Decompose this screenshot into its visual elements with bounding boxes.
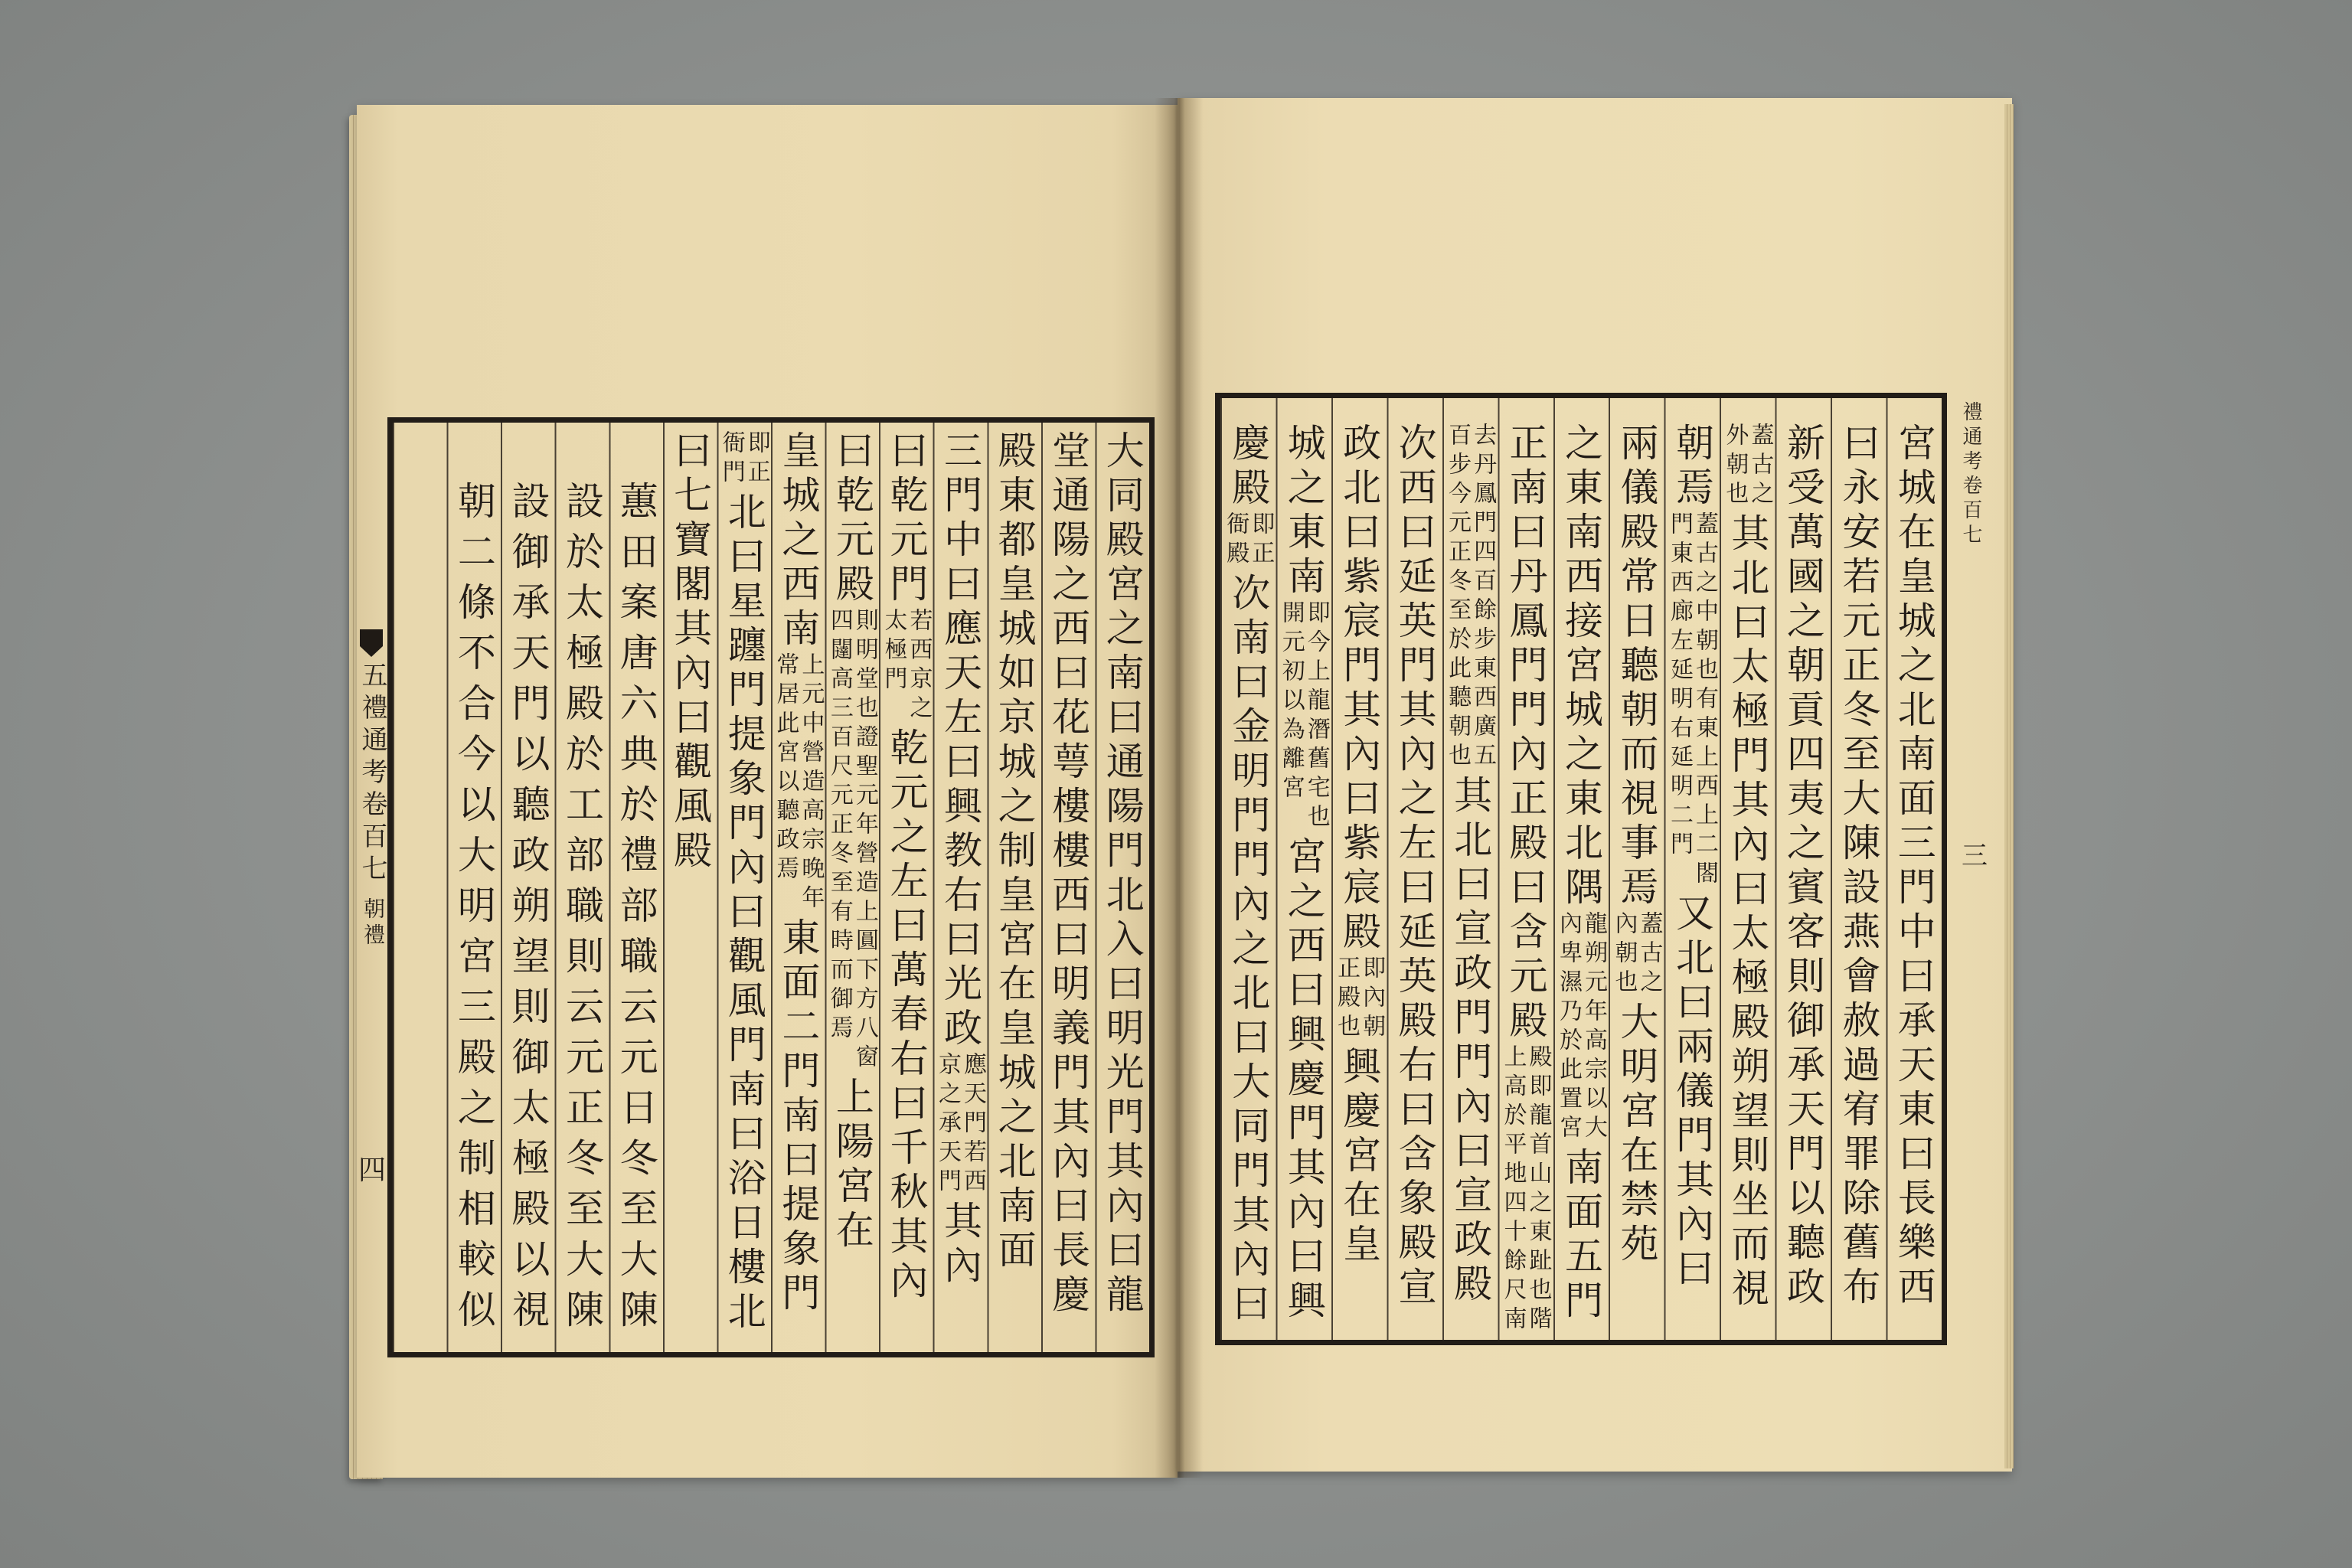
main-text: 北曰星躔門提象門內曰觀風門南曰浴日樓北 [721,492,766,1335]
main-text: 興慶宮在皇 [1337,1046,1382,1268]
main-text: 大同殿宮之南曰通陽門北入曰明光門其內曰龍 [1099,430,1145,1318]
interlinear-note: 上元中營造高宗晚年常居此宮以聽政焉 [772,652,825,914]
main-text: 東面二門南曰提象門 [776,917,821,1317]
main-text: 上陽宮在 [829,1076,874,1254]
interlinear-note: 去丹鳳門四百餘步東西廣五百步今元正冬至於此聽朝也 [1444,423,1497,772]
interlinear-note: 蓋古之外朝也 [1721,423,1774,510]
text-column [987,430,1041,1274]
right-page-margin [1951,398,1997,888]
text-column [1387,423,1442,1311]
folio-number: 四 [358,1155,387,1186]
main-text: 次南曰金明門門內之北曰大同門其內曰 [1226,573,1271,1328]
text-column [1609,423,1664,1268]
margin-book-title: 禮通考卷百七 [1959,401,1982,548]
main-text: 正南曰丹鳳門門內正殿曰含元殿 [1503,423,1548,1044]
text-column [717,430,771,1335]
main-text: 城之東南 [1281,423,1326,600]
commentary-text: 蕙田案唐六典於禮部職云元日冬至大陳 [613,481,658,1340]
text-column [1664,423,1720,1292]
text-column [1095,430,1149,1318]
commentary-text: 設御承天門以聽政朔望則御太極殿以視 [505,481,550,1340]
main-text: 南面五門 [1559,1147,1604,1325]
text-column [447,430,501,1340]
main-text: 又北曰兩儀門其內曰 [1669,893,1714,1292]
text-column [825,430,880,1254]
main-text: 皇城之西南 [776,430,821,652]
main-text: 曰乾元殿 [829,430,874,608]
fishtail-mark [360,629,383,646]
main-text: 次西曰延英門其內之左曰延英殿右曰含象殿宣 [1392,423,1437,1311]
main-text: 曰乾元門 [884,430,929,608]
text-column [933,430,988,1289]
text-column [609,430,663,1340]
main-text: 曰七寶閣其內曰觀風殿 [668,430,713,874]
interlinear-note: 即正衙殿 [1222,511,1275,570]
text-column [501,430,555,1340]
folio-number: 三 [1962,841,1988,871]
text-column [1720,423,1775,1312]
interlinear-note: 即內朝正殿也 [1333,956,1386,1043]
interlinear-note: 蓋古之中朝也有東上西上二閤門東西廊左延明右延明二門 [1665,511,1718,890]
main-text: 其內 [938,1200,983,1289]
book-gutter [1155,98,1204,1478]
text-column [1041,430,1096,1318]
left-page-text-frame [387,417,1155,1357]
interlinear-note: 應天門若西京之承天門 [934,1052,987,1197]
interlinear-note: 即今上龍潛舊宅也開元初以為離宮 [1277,600,1330,833]
text-column [1831,423,1886,1311]
right-page-stack-edges [2004,104,2014,1468]
main-text: 大明宮在禁苑 [1614,1001,1659,1268]
main-text: 新受萬國之朝貢四夷之賓客則御承天門以聽政 [1780,423,1825,1311]
text-column [1886,423,1942,1311]
text-column [1775,423,1831,1311]
main-text: 兩儀殿常日聽朝而視事焉 [1614,423,1659,911]
main-text: 堂通陽之西曰花萼樓樓西曰明義門其內曰長慶 [1046,430,1091,1318]
margin-section-title: 朝禮 [361,897,386,949]
main-text: 曰永安若元正冬至大陳設燕會赦過宥罪除舊布 [1836,423,1881,1311]
main-text: 殿東都皇城如京城之制皇宮在皇城之北南面 [991,430,1037,1274]
margin-book-title: 五禮通考卷百七 [357,662,387,887]
interlinear-note: 則明堂也證聖元年營造上圓下方八窗四闥高三百尺元正冬至有時而御焉 [825,608,878,1073]
main-text: 乾元之左曰萬春右曰千秋其內 [884,727,929,1305]
text-column [1276,423,1331,1325]
text-column [1498,423,1553,1338]
text-column [1553,423,1609,1325]
interlinear-note: 即正衙門 [717,430,770,488]
interlinear-note: 殿即龍首山之東趾也階上高於平地四十餘尺南 [1499,1044,1552,1335]
right-page-text-frame [1215,393,1947,1345]
text-column [1442,423,1498,1308]
main-text: 宮之西曰興慶門其內曰興 [1281,836,1326,1325]
main-text: 其北曰太極門其內曰太極殿朔望則坐而視 [1725,513,1770,1312]
interlinear-note: 蓋古之內朝也 [1610,911,1663,998]
main-text: 宮城在皇城之北南面三門中曰承天東曰長樂西 [1891,423,1936,1311]
interlinear-note: 若西京之太極門 [880,608,933,724]
main-text: 之東南西接宮城之東北隅 [1559,423,1604,911]
text-column [879,430,933,1305]
main-text: 朝焉 [1669,423,1714,511]
main-text: 三門中曰應天左曰興教右曰光政 [938,430,983,1052]
text-column [663,430,717,874]
text-column [1220,423,1276,1328]
main-text: 政北曰紫宸門其內曰紫宸殿 [1337,423,1382,956]
commentary-text: 設於太極殿於工部職則云元正冬至大陳 [560,481,605,1340]
main-text: 其北曰宣政門門內曰宣政殿 [1448,775,1493,1308]
text-column [1331,423,1387,1268]
main-text: 慶殿 [1226,423,1271,511]
text-column [555,430,609,1340]
text-column [771,430,825,1317]
interlinear-note: 龍朔元年高宗以大內卑濕乃於此置宮 [1555,911,1608,1144]
commentary-text: 朝二條不合今以大明宮三殿之制相較似 [451,481,496,1340]
